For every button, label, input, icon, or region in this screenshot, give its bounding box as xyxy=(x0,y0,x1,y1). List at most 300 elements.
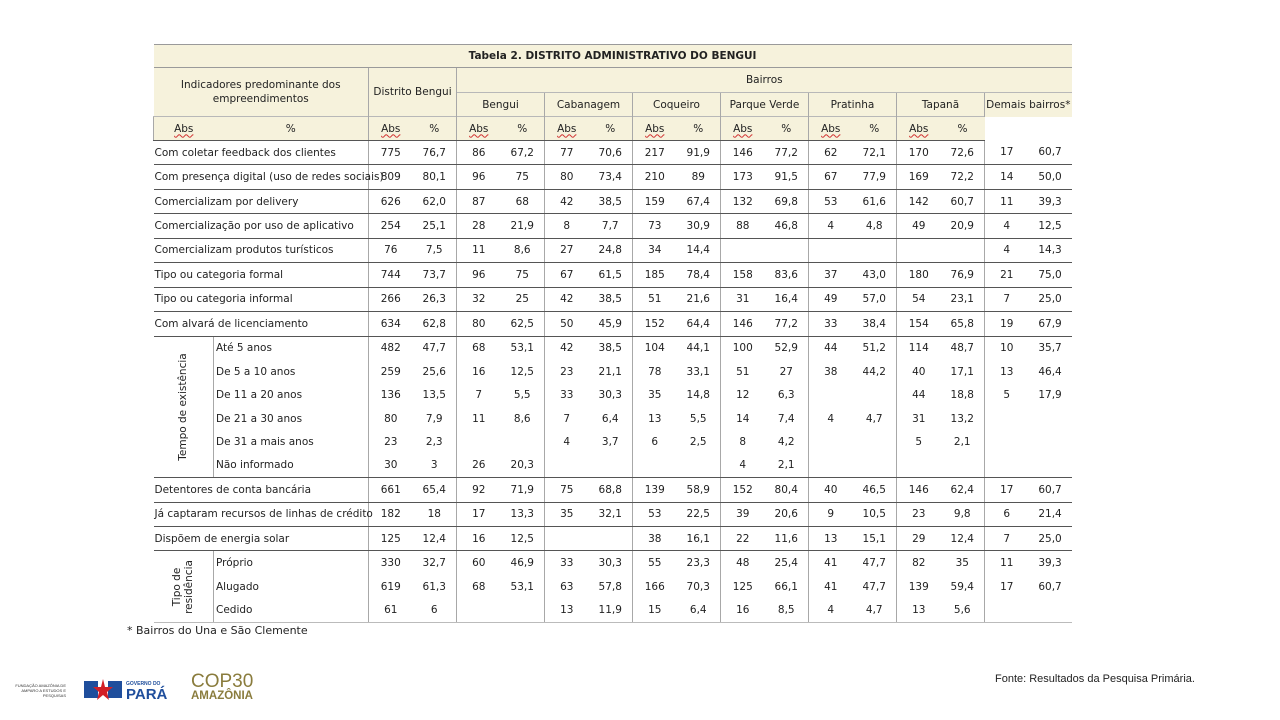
neighborhood-header: Tapanã xyxy=(897,93,985,117)
table-cell: 40 xyxy=(897,360,941,383)
table-cell: 35 xyxy=(633,383,677,406)
table-cell: 24,8 xyxy=(589,238,633,262)
table-cell: 38,4 xyxy=(853,312,897,336)
table-cell xyxy=(853,238,897,262)
table-cell: 12,4 xyxy=(413,527,457,551)
table-cell: 62,5 xyxy=(501,312,545,336)
table-cell: 67 xyxy=(545,263,589,287)
pct-header: % xyxy=(413,117,457,141)
table-cell: 44,2 xyxy=(862,365,886,378)
pct-header: % xyxy=(589,117,633,141)
svg-text:PARÁ: PARÁ xyxy=(126,686,168,703)
table-cell: 6 xyxy=(413,598,457,622)
table-cell: 51 xyxy=(633,287,677,311)
table-cell: 28 xyxy=(457,214,501,238)
pct-header: % xyxy=(214,117,369,141)
table-cell: 12,4 xyxy=(941,527,985,551)
table-cell xyxy=(457,430,501,453)
table-cell: 33 xyxy=(809,312,853,336)
table-cell: 32,7 xyxy=(422,557,446,570)
table-cell: 27 xyxy=(545,238,589,262)
table-cell: 34 xyxy=(633,238,677,262)
table-cell: 30,3 xyxy=(598,389,622,402)
table-cell: 30 xyxy=(369,454,413,478)
table-cell: 42 xyxy=(545,336,589,360)
table-cell: 77 xyxy=(545,141,589,165)
table-cell: 21 xyxy=(985,263,1029,287)
table-cell: 661 xyxy=(369,478,413,502)
table-cell: 68 xyxy=(501,189,545,213)
table-cell: 259 xyxy=(369,360,413,383)
table-cell: 62,4 xyxy=(941,478,985,502)
table-cell: 60,7 xyxy=(1038,580,1062,593)
table-cell: 50,0 xyxy=(1029,165,1072,189)
table-cell: 54 xyxy=(897,287,941,311)
table-cell: 23 xyxy=(369,430,413,453)
table-cell xyxy=(633,454,677,478)
table-cell: 31 xyxy=(897,407,941,430)
table-cell: 12,5 xyxy=(501,527,545,551)
table-cell: 19 xyxy=(985,312,1029,336)
table-row xyxy=(154,287,1072,311)
table-cell: 22 xyxy=(721,527,765,551)
table-cell: 61,5 xyxy=(589,263,633,287)
table-cell: 809 xyxy=(369,165,413,189)
table-cell: 182 xyxy=(369,502,413,526)
row-label: Detentores de conta bancária xyxy=(154,478,369,502)
table-cell: 73,7 xyxy=(413,263,457,287)
table-cell: 44 xyxy=(897,383,941,406)
abs-header: Abs xyxy=(154,117,214,141)
pct-header: % xyxy=(941,117,985,141)
table-cell xyxy=(809,238,853,262)
table-cell: 11 xyxy=(457,238,501,262)
table-cell xyxy=(765,238,809,262)
table-cell: 68,8 xyxy=(589,478,633,502)
table-cell: 4 xyxy=(545,430,589,453)
table-cell: 32 xyxy=(457,287,501,311)
row-label: De 21 a 30 anos xyxy=(216,412,303,425)
table-cell: 67,2 xyxy=(501,141,545,165)
row-label: Comercializam produtos turísticos xyxy=(154,238,369,262)
table-cell: 16,4 xyxy=(765,287,809,311)
row-label: Alugado xyxy=(216,580,259,593)
neighborhood-header: Pratinha xyxy=(809,93,897,117)
table-row xyxy=(154,336,1072,360)
table-cell: 75 xyxy=(501,165,545,189)
table-cell: 9,8 xyxy=(941,502,985,526)
table-cell xyxy=(1029,454,1072,478)
row-label: Comercializam por delivery xyxy=(154,189,369,213)
table-row xyxy=(154,263,1072,287)
table-cell: 78,4 xyxy=(677,263,721,287)
table-cell: 21,9 xyxy=(501,214,545,238)
fapespa-logo xyxy=(15,683,66,698)
table-cell: 16 xyxy=(457,360,501,383)
table-row xyxy=(154,478,1072,502)
table-cell: 173 xyxy=(721,165,765,189)
row-label: Até 5 anos xyxy=(216,342,272,355)
table-cell: 83,6 xyxy=(765,263,809,287)
table-cell: 67,9 xyxy=(1029,312,1072,336)
table-cell: 4 xyxy=(809,407,853,430)
table-cell: 77,9 xyxy=(853,165,897,189)
table-cell: 16 xyxy=(721,598,765,622)
table-row xyxy=(154,238,1072,262)
table-cell: 104 xyxy=(633,336,677,360)
abs-header: Abs xyxy=(545,117,589,141)
table-cell: 8,6 xyxy=(513,412,531,425)
table-row xyxy=(154,312,1072,336)
table-cell: 152 xyxy=(633,312,677,336)
table-cell xyxy=(809,430,853,453)
table-cell: 3,7 xyxy=(601,435,619,448)
table-cell: 8,6 xyxy=(501,238,545,262)
table-cell: 88 xyxy=(721,214,765,238)
table-cell: 80,1 xyxy=(413,165,457,189)
table-cell: 29 xyxy=(897,527,941,551)
pct-header: % xyxy=(853,117,897,141)
governo-para-logo xyxy=(126,681,168,703)
table-cell: 11,9 xyxy=(589,598,633,622)
abs-header: Abs xyxy=(457,117,501,141)
table-cell: 16,1 xyxy=(677,527,721,551)
table-cell: 57,8 xyxy=(598,580,622,593)
table-cell: 7,7 xyxy=(589,214,633,238)
table-cell: 12 xyxy=(721,383,765,406)
table-cell: 13,5 xyxy=(422,389,446,402)
table-cell: 38 xyxy=(809,360,853,383)
district-header: Distrito Bengui xyxy=(369,68,457,117)
table-cell: 68 xyxy=(457,575,501,598)
table-cell: 39,3 xyxy=(1029,189,1072,213)
table-cell: 136 xyxy=(369,383,413,406)
table-cell xyxy=(1029,430,1072,453)
table-cell: 26 xyxy=(457,454,501,478)
table-cell: 41 xyxy=(809,551,853,575)
row-label: De 31 a mais anos xyxy=(216,435,314,448)
table-cell: 53 xyxy=(633,502,677,526)
table-cell: 25,1 xyxy=(413,214,457,238)
table-cell: 17 xyxy=(985,141,1029,165)
table-cell: 27 xyxy=(779,365,793,378)
table-cell: 2,1 xyxy=(953,435,971,448)
table-cell: 13 xyxy=(545,598,589,622)
row-label: Cedido xyxy=(214,598,369,622)
table-cell: 15 xyxy=(633,598,677,622)
table-cell xyxy=(853,454,897,478)
table-cell: 5,5 xyxy=(513,389,531,402)
table-cell: 626 xyxy=(369,189,413,213)
table-cell: 40 xyxy=(809,478,853,502)
pct-header: % xyxy=(765,117,809,141)
table-cell: 13,3 xyxy=(501,502,545,526)
table-cell: 75 xyxy=(545,478,589,502)
table-cell: 80 xyxy=(369,407,413,430)
table-cell xyxy=(457,598,501,622)
table-cell: 23,1 xyxy=(941,287,985,311)
table-cell: 634 xyxy=(369,312,413,336)
table-cell: 20,3 xyxy=(501,454,545,478)
table-row xyxy=(154,454,1072,478)
row-label: Próprio xyxy=(216,557,253,570)
table-cell: 60,7 xyxy=(1029,478,1072,502)
table-cell: 170 xyxy=(897,141,941,165)
table-title: Tabela 2. DISTRITO ADMINISTRATIVO DO BENGUI xyxy=(154,45,1072,68)
table-cell: 96 xyxy=(457,165,501,189)
table-cell: 3 xyxy=(413,454,457,478)
table-cell: 5,6 xyxy=(941,598,985,622)
row-label: De 5 a 10 anos xyxy=(216,365,296,378)
table-cell: 80 xyxy=(457,312,501,336)
table-cell: 132 xyxy=(721,189,765,213)
abs-header: Abs xyxy=(633,117,677,141)
table-cell: 52,9 xyxy=(774,342,798,355)
table-row xyxy=(154,527,1072,551)
table-cell: 75,0 xyxy=(1029,263,1072,287)
table-cell: 42 xyxy=(545,189,589,213)
table-cell: 158 xyxy=(721,263,765,287)
svg-text:AMAZÔNIA: AMAZÔNIA xyxy=(191,690,253,702)
table-cell: 58,9 xyxy=(677,478,721,502)
row-label: Com alvará de licenciamento xyxy=(154,312,369,336)
table-cell: 61 xyxy=(369,598,413,622)
table-cell: 39 xyxy=(721,502,765,526)
table-cell: 15,1 xyxy=(853,527,897,551)
table-cell: 217 xyxy=(633,141,677,165)
table-cell: 78 xyxy=(633,360,677,383)
table-cell: 23 xyxy=(897,502,941,526)
table-cell xyxy=(985,407,1029,430)
table-cell xyxy=(853,430,897,453)
table-cell: 87 xyxy=(457,189,501,213)
table-cell: 76,7 xyxy=(413,141,457,165)
table-cell: 4,7 xyxy=(865,412,883,425)
table-cell: 37 xyxy=(809,263,853,287)
table-cell xyxy=(809,383,853,406)
table-cell: 482 xyxy=(369,336,413,360)
svg-text:AMPARO A ESTUDOS E: AMPARO A ESTUDOS E xyxy=(21,688,66,693)
table-cell: 8 xyxy=(545,214,589,238)
table-cell: 51 xyxy=(721,360,765,383)
table-cell xyxy=(985,598,1029,622)
table-cell: 65,8 xyxy=(941,312,985,336)
table-cell: 31 xyxy=(721,287,765,311)
table-cell: 71,9 xyxy=(501,478,545,502)
table-cell: 61,6 xyxy=(853,189,897,213)
table-row xyxy=(154,165,1072,189)
table-cell: 60,7 xyxy=(941,189,985,213)
table-cell: 70,6 xyxy=(589,141,633,165)
table-cell: 10,5 xyxy=(853,502,897,526)
table-cell: 38,5 xyxy=(589,287,633,311)
abs-header: Abs xyxy=(809,117,853,141)
table-cell: 18,8 xyxy=(950,389,974,402)
table-cell: 139 xyxy=(897,575,941,598)
table-cell: 154 xyxy=(897,312,941,336)
table-cell: 5 xyxy=(985,383,1029,406)
table-cell: 14,8 xyxy=(686,389,710,402)
table-cell: 146 xyxy=(721,141,765,165)
table-cell: 44 xyxy=(809,336,853,360)
table-cell: 13 xyxy=(633,407,677,430)
table-cell xyxy=(589,454,633,478)
table-cell: 77,2 xyxy=(765,141,809,165)
table-cell: 2,3 xyxy=(425,435,443,448)
table-cell: 67,4 xyxy=(677,189,721,213)
table-cell: 65,4 xyxy=(413,478,457,502)
table-cell: 744 xyxy=(369,263,413,287)
table-cell: 10 xyxy=(985,336,1029,360)
table-row xyxy=(154,551,1072,575)
table-cell xyxy=(589,527,633,551)
table-cell: 7,4 xyxy=(777,412,795,425)
table-cell: 619 xyxy=(369,575,413,598)
table-cell: 6,3 xyxy=(777,389,795,402)
table-cell: 61,3 xyxy=(422,580,446,593)
table-cell: 73,4 xyxy=(589,165,633,189)
table-cell: 91,5 xyxy=(765,165,809,189)
table-cell xyxy=(941,238,985,262)
table-cell: 53,1 xyxy=(510,342,534,355)
table-cell: 13,2 xyxy=(950,412,974,425)
table-cell: 48 xyxy=(721,551,765,575)
table-cell: 4,2 xyxy=(777,435,795,448)
table-cell: 47,7 xyxy=(862,557,886,570)
table-cell xyxy=(985,454,1029,478)
para-flag-icon xyxy=(84,679,122,700)
table-cell: 14,3 xyxy=(1029,238,1072,262)
table-cell: 4 xyxy=(985,214,1029,238)
table-cell: 185 xyxy=(633,263,677,287)
table-cell: 50 xyxy=(545,312,589,336)
svg-text:GOVERNO DO: GOVERNO DO xyxy=(126,681,161,687)
table-row xyxy=(154,141,1072,165)
table-cell: 7 xyxy=(985,287,1029,311)
row-label: De 11 a 20 anos xyxy=(216,389,303,402)
row-label: Já captaram recursos de linhas de crédito xyxy=(154,502,369,526)
table-cell: 68 xyxy=(457,336,501,360)
table-cell: 6 xyxy=(985,502,1029,526)
svg-text:PESQUISAS: PESQUISAS xyxy=(42,693,66,698)
table-cell: 14 xyxy=(721,407,765,430)
table-cell: 51,2 xyxy=(862,342,886,355)
table-cell: 180 xyxy=(897,263,941,287)
table-cell: 17 xyxy=(985,575,1029,598)
table-cell: 16 xyxy=(457,527,501,551)
table-row xyxy=(154,430,1072,453)
table-cell: 30,9 xyxy=(677,214,721,238)
table-cell: 146 xyxy=(721,312,765,336)
row-label: Dispõem de energia solar xyxy=(154,527,369,551)
table-cell: 35,7 xyxy=(1038,342,1062,355)
neighborhood-header: Bengui xyxy=(457,93,545,117)
table-cell: 100 xyxy=(721,336,765,360)
table-cell: 12,5 xyxy=(1029,214,1072,238)
table-cell: 152 xyxy=(721,478,765,502)
table-cell: 11 xyxy=(985,551,1029,575)
table-cell: 48,7 xyxy=(950,342,974,355)
table-cell: 25,0 xyxy=(1029,287,1072,311)
table-cell: 49 xyxy=(809,287,853,311)
svg-text:FUNDAÇÃO AMAZÔNIA DE: FUNDAÇÃO AMAZÔNIA DE xyxy=(15,683,66,688)
table-cell: 62,0 xyxy=(413,189,457,213)
table-cell: 2,1 xyxy=(765,454,809,478)
table-cell: 7,5 xyxy=(413,238,457,262)
table-cell xyxy=(501,598,545,622)
table-cell: 13 xyxy=(809,527,853,551)
table-cell: 139 xyxy=(633,478,677,502)
table-cell: 86 xyxy=(457,141,501,165)
table-cell: 775 xyxy=(369,141,413,165)
table-cell: 46,8 xyxy=(765,214,809,238)
table-cell: 43,0 xyxy=(853,263,897,287)
table-row xyxy=(154,598,1072,622)
table-cell xyxy=(1029,407,1072,430)
table-cell: 4 xyxy=(721,454,765,478)
table-cell xyxy=(545,527,589,551)
table-cell: 96 xyxy=(457,263,501,287)
row-label: Tipo ou categoria informal xyxy=(154,287,369,311)
table-cell: 11,6 xyxy=(765,527,809,551)
table-cell: 18 xyxy=(413,502,457,526)
table-cell: 33,1 xyxy=(686,365,710,378)
table-cell: 7 xyxy=(985,527,1029,551)
table-cell: 57,0 xyxy=(853,287,897,311)
table-cell: 53,1 xyxy=(510,580,534,593)
table-cell: 125 xyxy=(369,527,413,551)
table-row xyxy=(154,575,1072,598)
table-cell: 17 xyxy=(457,502,501,526)
neighborhood-header: Parque Verde xyxy=(721,93,809,117)
table-cell: 39,3 xyxy=(1038,557,1062,570)
group-label: Tempo de existência xyxy=(154,336,214,478)
table-cell: 47,7 xyxy=(422,342,446,355)
table-cell: 80,4 xyxy=(765,478,809,502)
table-cell xyxy=(853,383,897,406)
table-cell: 6,4 xyxy=(677,598,721,622)
table-cell: 17,1 xyxy=(950,365,974,378)
table-cell: 46,5 xyxy=(853,478,897,502)
table-cell xyxy=(897,238,941,262)
table-cell: 2,5 xyxy=(689,435,707,448)
table-cell: 17,9 xyxy=(1038,389,1062,402)
table-cell: 66,1 xyxy=(774,580,798,593)
table-cell: 62,8 xyxy=(413,312,457,336)
table-cell: 33 xyxy=(545,551,589,575)
group-label: Tipo de residência xyxy=(154,551,214,622)
table-cell xyxy=(941,454,985,478)
table-cell: 12,5 xyxy=(510,365,534,378)
pct-header: % xyxy=(501,117,545,141)
table-cell: 59,4 xyxy=(950,580,974,593)
table-cell: 21,4 xyxy=(1029,502,1072,526)
table-cell xyxy=(985,430,1029,453)
table-cell: 38,5 xyxy=(598,342,622,355)
table-cell: 5,5 xyxy=(689,412,707,425)
table-cell: 60 xyxy=(457,551,501,575)
table-cell: 76,9 xyxy=(941,263,985,287)
table-cell: 14 xyxy=(985,165,1029,189)
table-cell: 35 xyxy=(955,557,969,570)
table-cell: 169 xyxy=(897,165,941,189)
institution-logos xyxy=(15,664,280,716)
bairros-header: Bairros xyxy=(457,68,1072,93)
table-cell xyxy=(501,430,545,453)
table-cell: 26,3 xyxy=(413,287,457,311)
table-cell: 46,9 xyxy=(510,557,534,570)
svg-text:COP30: COP30 xyxy=(191,671,254,692)
